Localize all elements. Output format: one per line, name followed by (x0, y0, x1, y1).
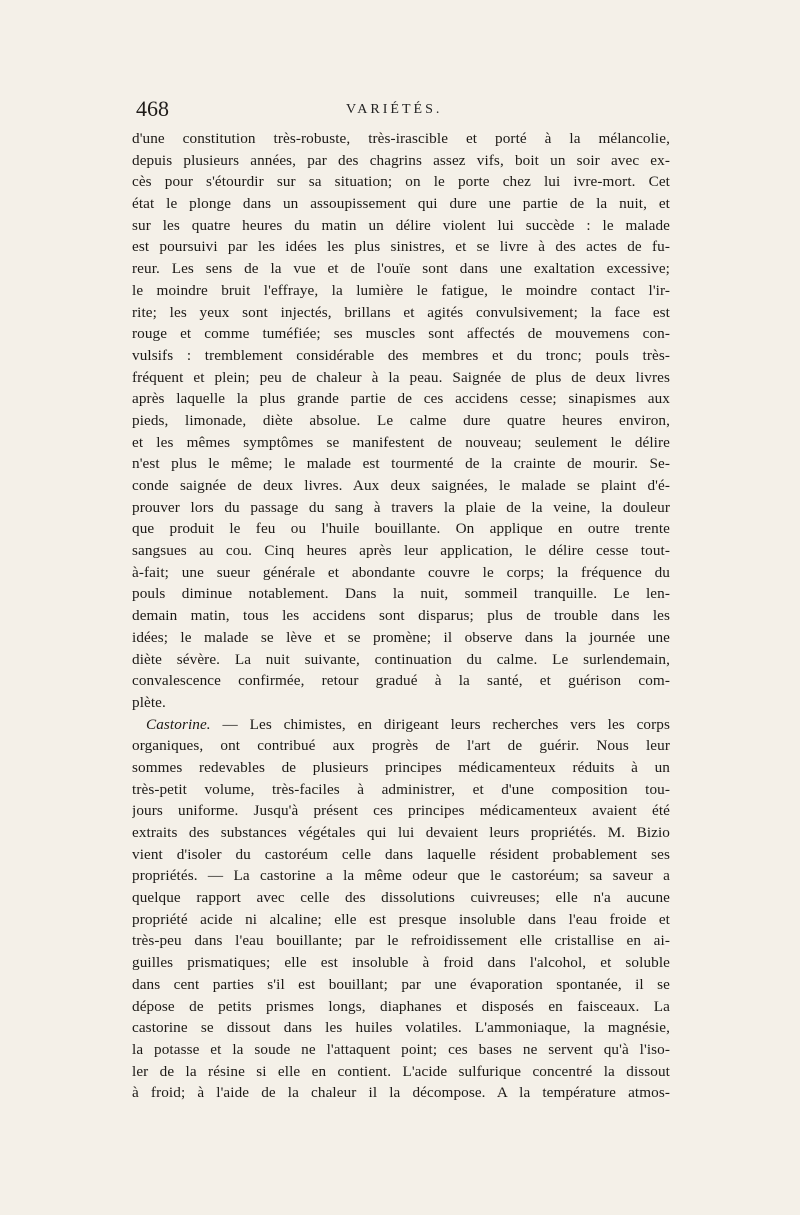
text-line: sommes redevables de plusieurs principes médicamenteux réduits à un (132, 758, 670, 776)
body-text (132, 128, 670, 1104)
text-line: sur les quatre heures du matin un délire violent lui succède : le malade (132, 216, 670, 234)
text-line: rouge et comme tuméfiée; ses muscles sont affectés de mouvemens con- (132, 325, 670, 343)
text-line: cès pour s'étourdir sur sa situation; on le porte chez lui ivre-mort. Cet (132, 173, 670, 191)
text-line: pouls diminue notablement. Dans la nuit, sommeil tranquille. Le len- (132, 585, 670, 603)
text-line: castorine se dissout dans les huiles volatiles. L'ammoniaque, la magnésie, (132, 1019, 670, 1037)
text-line: que produit le feu ou l'huile bouillante. On applique en outre trente (132, 520, 670, 538)
text-line: ler de la résine si elle en contient. L'acide sulfurique concentré la dissout (132, 1062, 670, 1080)
text-line: vulsifs : tremblement considérable des membres et du tronc; pouls très- (132, 346, 670, 364)
text-line: diète sévère. La nuit suivante, continuation du calme. Le surlendemain, (132, 650, 670, 668)
page-header (136, 94, 666, 124)
text-line: et les mêmes symptômes se manifestent de nouveau; seulement le délire (132, 433, 670, 451)
text-line (132, 714, 670, 736)
text-line: plète. (132, 693, 166, 711)
text-line: vient d'isoler du castoréum celle dans laquelle résident probablement ses (132, 845, 670, 863)
text-line: après laquelle la plus grande partie de ces accidens cesse; sinapismes aux (132, 390, 670, 408)
page-number: 468 (136, 96, 169, 121)
text-line: prouver lors du passage du sang à travers la plaie de la veine, la douleur (132, 498, 670, 516)
text-line: n'est plus le même; le malade est tourmenté de la crainte de mourir. Se- (132, 455, 670, 473)
running-head: VARIÉTÉS. (346, 102, 443, 117)
text-line: très-peu dans l'eau bouillante; par le refroidissement elle cristallise en ai- (132, 932, 670, 950)
paragraph-castorine (132, 714, 670, 1104)
text-line: sangsues au cou. Cinq heures après leur application, le délire cesse tout- (132, 542, 670, 560)
text-line: est poursuivi par les idées les plus sinistres, et se livre à des actes de fu- (132, 238, 670, 256)
text-line: pieds, limonade, diète absolue. Le calme dure quatre heures environ, (132, 411, 670, 429)
text-line-rest: — Les chimistes, en dirigeant leurs recherches vers les corps (210, 715, 670, 733)
text-line: dans cent parties s'il est bouillant; par une évaporation spontanée, il se (132, 975, 670, 993)
text-line: propriétés. — La castorine a la même odeur que le castoréum; sa saveur a (132, 867, 670, 885)
text-line: demain matin, tous les accidens sont disparus; plus de trouble dans les (132, 607, 670, 625)
text-line: propriété acide ni alcaline; elle est presque insoluble dans l'eau froide et (132, 910, 670, 928)
text-line: quelque rapport avec celle des dissolutions cuivreuses; elle n'a aucune (132, 889, 670, 907)
section-heading-castorine: Castorine. (146, 715, 211, 733)
text-line: rite; les yeux sont injectés, brillans et agités convulsivement; la face est (132, 303, 670, 321)
text-line: d'une constitution très-robuste, très-irascible et porté à la mélancolie, (132, 130, 670, 147)
text-line: la potasse et la soude ne l'attaquent point; ces bases ne servent qu'à l'iso- (132, 1040, 670, 1058)
text-line: état le plonge dans un assoupissement qui dure une partie de la nuit, et (132, 195, 670, 213)
text-line: idées; le malade se lève et se promène; il observe dans la journée une (132, 628, 670, 646)
text-line: conde saignée de deux livres. Aux deux saignées, le malade se plaint d'é- (132, 477, 670, 494)
text-line: à-fait; une sueur générale et abondante couvre le corps; la fréquence du (132, 563, 670, 581)
text-line: jours uniforme. Jusqu'à présent ces principes médicamenteux avaient été (132, 802, 670, 820)
text-line: reur. Les sens de la vue et de l'ouïe sont dans une exaltation excessive; (132, 260, 670, 278)
text-line: à froid; à l'aide de la chaleur il la décompose. A la température atmos- (132, 1084, 670, 1102)
text-line: depuis plusieurs années, par des chagrins assez vifs, boit un soir avec ex- (132, 151, 670, 169)
text-line: convalescence confirmée, retour gradué à la santé, et guérison com- (132, 672, 670, 690)
text-line: extraits des substances végétales qui lui devaient leurs propriétés. M. Bizio (132, 824, 670, 841)
paragraph-clinical-case (132, 128, 670, 714)
text-line: fréquent et plein; peu de chaleur à la peau. Saignée de plus de deux livres (132, 368, 670, 386)
text-line: organiques, ont contribué aux progrès de l'art de guérir. Nous leur (132, 737, 670, 755)
text-line: guilles prismatiques; elle est insoluble à froid dans l'alcohol, et soluble (132, 954, 670, 972)
text-line: très-petit volume, très-faciles à administrer, et d'une composition tou- (132, 780, 670, 798)
text-line: le moindre bruit l'effraye, la lumière le fatigue, le moindre contact l'ir- (132, 281, 670, 299)
text-line: dépose de petits prismes longs, diaphanes et disposés en faisceaux. La (132, 997, 670, 1015)
